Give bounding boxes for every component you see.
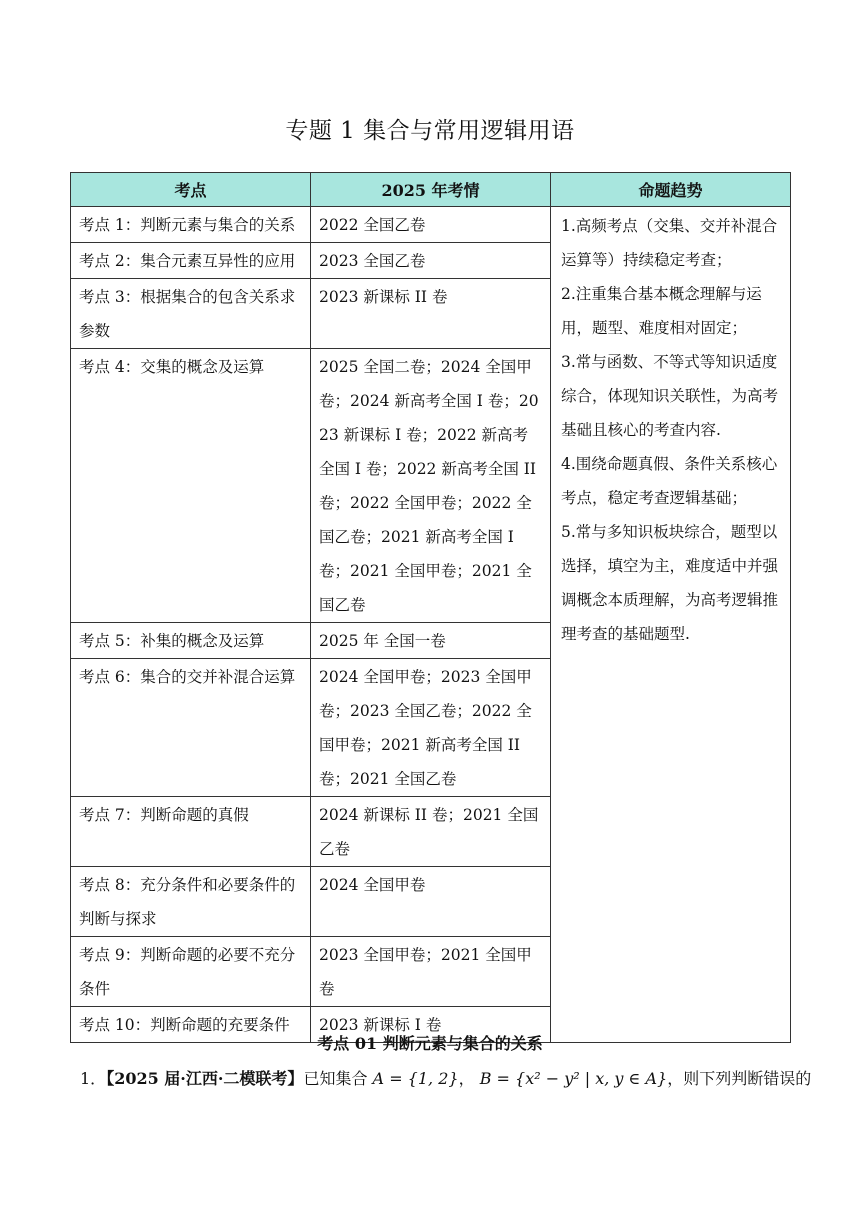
topic-cell: 考点 10：判断命题的充要条件 xyxy=(71,1007,311,1043)
exam-cell: 2023 全国乙卷 xyxy=(311,243,551,279)
topic-cell: 考点 9：判断命题的必要不充分条件 xyxy=(71,937,311,1007)
question-number: 1． xyxy=(80,1069,107,1088)
topic-table xyxy=(70,172,791,1043)
exam-cell: 2025 全国二卷；2024 全国甲卷；2024 新高考全国 I 卷；2023 新课标 I 卷；2022 新高考全国 I 卷；2022 新高考全国 II 卷；2022 全国甲卷；2022 全国乙卷；2021 新高考全国 I 卷；2021 全国甲卷；2021 全国乙卷 xyxy=(311,349,551,623)
header-topic: 考点 xyxy=(71,173,311,207)
trend-item: 3.常与函数、不等式等知识适度综合，体现知识关联性，为高考基础且核心的考查内容. xyxy=(561,353,779,439)
trend-item: 1.高频考点（交集、交并补混合运算等）持续稳定考查； xyxy=(561,217,778,269)
section-heading: 考点 01 判断元素与集合的关系 xyxy=(317,1034,543,1053)
header-exam: 2025 年考情 xyxy=(311,173,551,207)
topic-cell: 考点 6：集合的交并补混合运算 xyxy=(71,659,311,797)
set-b-formula: B = {x² − y² | x, y ∈ A} xyxy=(479,1069,668,1088)
exam-cell: 2024 全国甲卷 xyxy=(311,867,551,937)
exam-cell: 2023 全国甲卷；2021 全国甲卷 xyxy=(311,937,551,1007)
set-a-formula: A = {1, 2} xyxy=(372,1069,459,1088)
topic-cell: 考点 2：集合元素互异性的应用 xyxy=(71,243,311,279)
question-lead: 已知集合 xyxy=(303,1069,368,1088)
exam-cell: 2023 新课标 I 卷 xyxy=(311,1007,551,1043)
question-tail: ，则下列判断错误的 xyxy=(667,1069,812,1088)
topic-cell: 考点 5：补集的概念及运算 xyxy=(71,623,311,659)
question-source: 【2025 届·江西·二模联考】 xyxy=(106,1069,304,1088)
exam-cell: 2023 新课标 II 卷 xyxy=(311,279,551,349)
topic-cell: 考点 8：充分条件和必要条件的判断与探求 xyxy=(71,867,311,937)
question-separator: ， xyxy=(458,1069,475,1088)
exam-cell: 2024 全国甲卷；2023 全国甲卷；2023 全国乙卷；2022 全国甲卷；2021 新高考全国 II 卷；2021 全国乙卷 xyxy=(311,659,551,797)
topic-cell: 考点 7：判断命题的真假 xyxy=(71,797,311,867)
trend-item: 2.注重集合基本概念理解与运用，题型、难度相对固定； xyxy=(561,285,762,337)
trend-item: 5.常与多知识板块综合，题型以选择，填空为主，难度适中并强调概念本质理解，为高考逻辑推理考查的基础题型. xyxy=(561,523,779,643)
exam-cell: 2025 年 全国一卷 xyxy=(311,623,551,659)
exam-cell: 2022 全国乙卷 xyxy=(311,207,551,243)
header-trend: 命题趋势 xyxy=(551,173,791,207)
trend-item: 4.围绕命题真假、条件关系核心考点，稳定考查逻辑基础； xyxy=(561,455,778,507)
trend-cell xyxy=(551,207,791,1043)
table-header-row xyxy=(71,173,791,207)
exam-cell: 2024 新课标 II 卷；2021 全国乙卷 xyxy=(311,797,551,867)
question-1 xyxy=(80,1066,812,1089)
topic-cell: 考点 3：根据集合的包含关系求参数 xyxy=(71,279,311,349)
topic-cell: 考点 1：判断元素与集合的关系 xyxy=(71,207,311,243)
table-row xyxy=(71,207,791,243)
page-title: 专题 1 集合与常用逻辑用语 xyxy=(285,118,575,144)
topic-cell: 考点 4：交集的概念及运算 xyxy=(71,349,311,623)
